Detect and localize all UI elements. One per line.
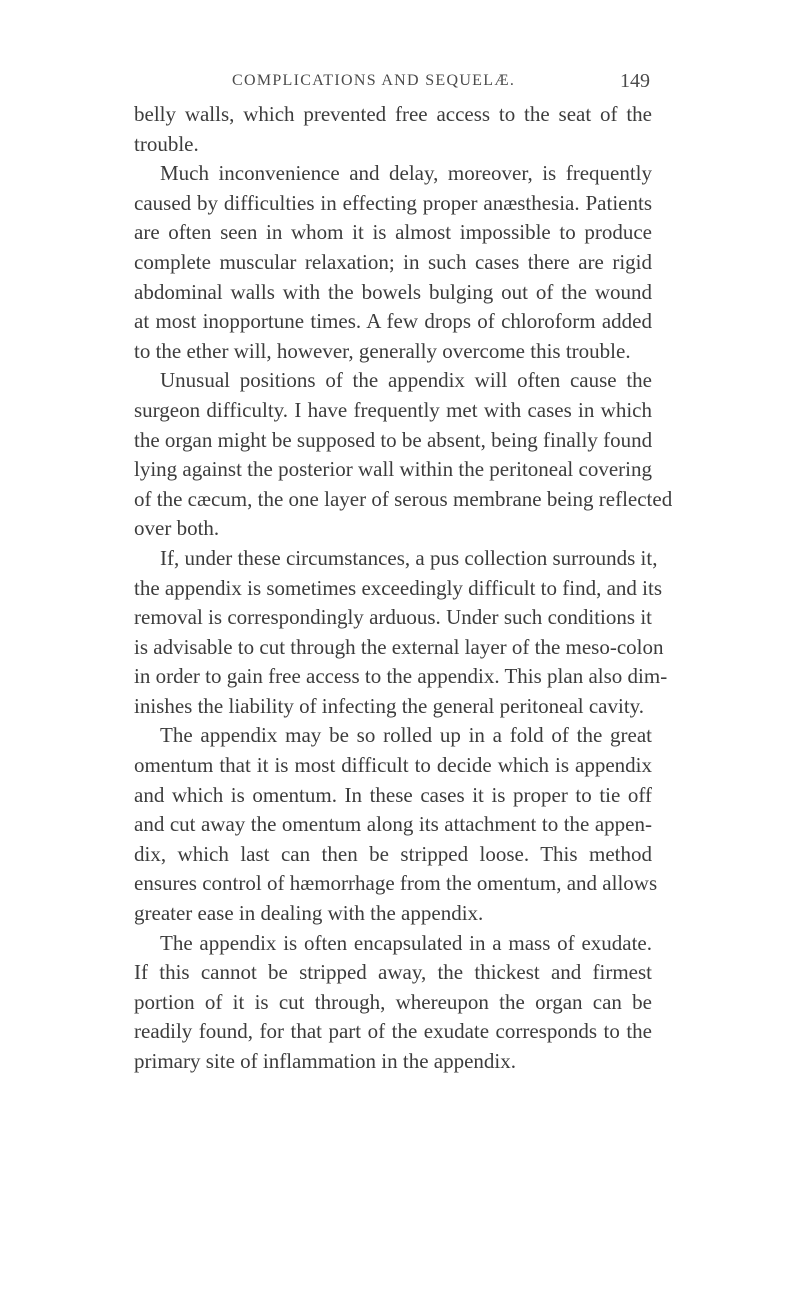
text-line: dix, which last can then be stripped loose. This method [134,841,652,866]
text-line: primary site of inflammation in the appendix. [134,1049,516,1073]
text-line: lying against the posterior wall within the peritoneal covering [134,457,652,482]
text-line: abdominal walls with the bowels bulging out of the wound [134,279,652,304]
text-line: The appendix may be so rolled up in a fold of the great [160,723,652,748]
text-line: inishes the liability of infecting the general peritoneal cavity. [134,693,645,718]
text-line: omentum that it is most difficult to decide which is appendix [134,753,652,778]
text-line: portion of it is cut through, whereupon the organ can be [134,989,652,1014]
text-line: readily found, for that part of the exudate corresponds to the [134,1019,652,1044]
text-line: complete muscular relaxation; in such cases there are rigid [134,249,652,274]
text-line: caused by difficulties in effecting proper anæsthesia. Patients [134,190,652,215]
text-line: are often seen in whom it is almost impossible to produce [134,220,652,245]
text-line: surgeon difficulty. I have frequently met with cases in which [134,397,652,422]
text-line: over both. [134,516,220,541]
text-line: Much inconvenience and delay, moreover, is frequently [160,161,652,186]
text-line: belly walls, which prevented free access to the seat of the [134,102,652,126]
text-line: If, under these circumstances, a pus collection surrounds it, [160,545,658,570]
text-line: the appendix is sometimes exceedingly difficult to find, and its [134,575,663,600]
text-line: the organ might be supposed to be absent, being finally found [134,427,653,452]
text-line: at most inopportune times. A few drops of chloroform added [134,309,652,334]
text-line: The appendix is often encapsulated in a mass of exudate. [160,930,652,955]
running-head [232,72,650,96]
text-line: trouble. [134,131,199,156]
text-line: ensures control of hæmorrhage from the omentum, and allows [134,871,658,896]
text-line: and which is omentum. In these cases it is proper to tie off [134,782,652,807]
text-line: and cut away the omentum along its attachment to the appen- [134,812,652,837]
text-line: to the ether will, however, generally overcome this trouble. [134,338,631,363]
text-line: in order to gain free access to the appendix. This plan also dim- [134,664,668,689]
text-line: is advisable to cut through the external layer of the meso-colon [134,634,664,659]
text-line: If this cannot be stripped away, the thickest and firmest [134,960,652,985]
body-text [134,100,673,1077]
running-title: COMPLICATIONS AND SEQUELÆ. [232,72,516,89]
text-line: Unusual positions of the appendix will often cause the [160,368,652,393]
page-number: 149 [620,70,650,92]
text-line: of the cæcum, the one layer of serous membrane being reflected [134,486,673,511]
text-line: removal is correspondingly arduous. Under such conditions it [134,605,652,630]
text-line: greater ease in dealing with the appendix. [134,901,484,926]
